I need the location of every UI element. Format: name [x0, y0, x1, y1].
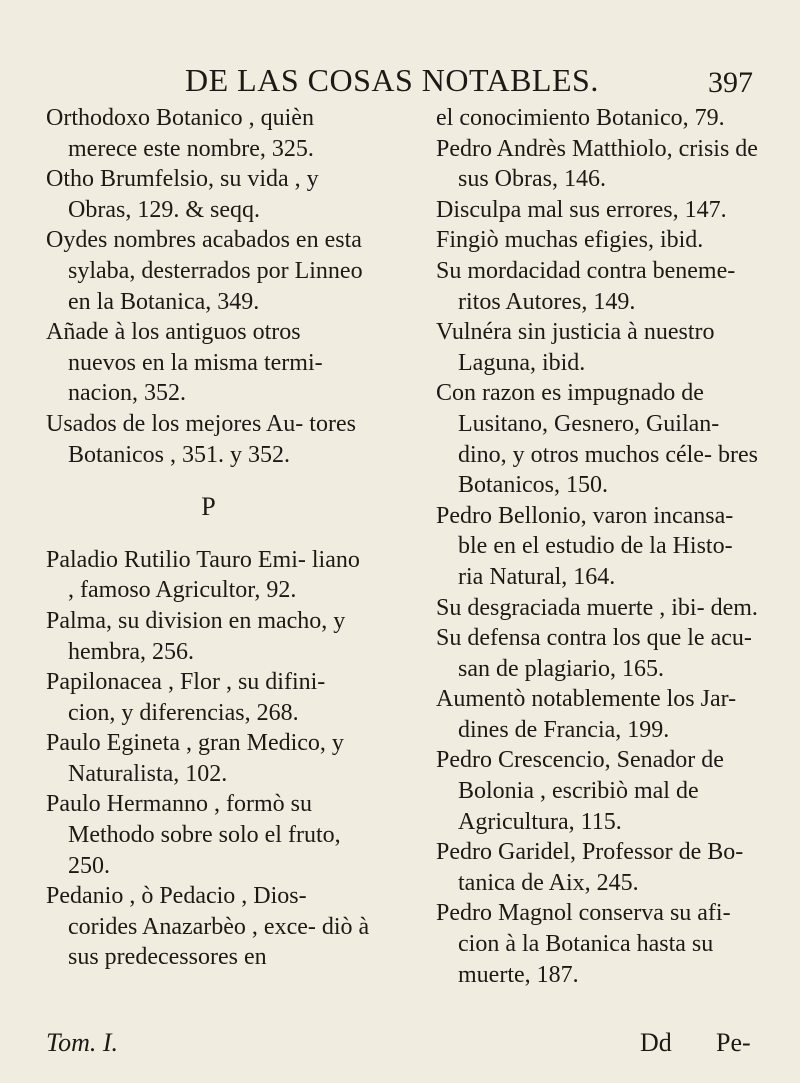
- index-entry: Palma, su division en macho, y hembra, 256.: [46, 607, 346, 665]
- index-entry: Su desgraciada muerte , ibi- dem.: [436, 594, 758, 621]
- index-entry: Con razon es impugnado de Lusitano, Gesnero, Guilan- dino, y otros muchos céle- bres Botanicos, 150.: [436, 380, 758, 499]
- index-entry: Pedro Andrès Matthiolo, crisis de sus Obras, 146.: [436, 135, 758, 193]
- signature-mark: Dd: [640, 1028, 672, 1057]
- section-letter: P: [201, 492, 216, 522]
- index-entry: Pedro Magnol conserva su afi- cion à la Botanica hasta su muerte, 187.: [436, 900, 731, 988]
- index-entry: Vulnéra sin justicia à nuestro Laguna, ibid.: [436, 319, 715, 376]
- index-entry: Pedanio , ò Pedacio , Dios- corides Anazarbèo , exce- diò à sus predecessores en: [46, 883, 370, 971]
- left-column: [46, 103, 371, 973]
- index-entry: Aumentò notablemente los Jar- dines de Francia, 199.: [436, 686, 737, 743]
- index-entry: Pedro Bellonio, varon incansa- ble en el estudio de la Histo- ria Natural, 164.: [436, 502, 734, 590]
- index-entry: Papilonacea , Flor , su difini- cion, y diferencias, 268.: [46, 669, 326, 726]
- index-entry: Usados de los mejores Au- tores Botanicos , 351. y 352.: [46, 410, 356, 468]
- page-number: 397: [708, 66, 753, 99]
- index-entry: Paulo Hermanno , formò su Methodo sobre solo el fruto, 250.: [46, 791, 341, 879]
- index-entry: Paladio Rutilio Tauro Emi- liano , famoso Agricultor, 92.: [46, 546, 360, 604]
- index-entry: el conocimiento Botanico, 79.: [436, 105, 725, 131]
- index-entry: Pedro Garidel, Professor de Bo- tanica de Aix, 245.: [436, 839, 744, 896]
- catchword: Pe-: [716, 1028, 751, 1057]
- index-entry: Orthodoxo Botanico , quièn merece este nombre, 325.: [46, 105, 314, 162]
- right-column: [436, 103, 761, 990]
- running-head: DE LAS COSAS NOTABLES.: [185, 62, 599, 98]
- page-footer: [0, 1028, 800, 1068]
- index-entry: Otho Brumfelsio, su vida , y Obras, 129. & seqq.: [46, 166, 319, 223]
- index-entry: Fingiò muchas efigies, ibid.: [436, 227, 704, 254]
- page-header: [0, 62, 800, 102]
- index-entry: Paulo Egineta , gran Medico, y Naturalista, 102.: [46, 730, 344, 787]
- index-entry: Pedro Crescencio, Senador de Bolonia , escribiò mal de Agricultura, 115.: [436, 747, 724, 835]
- volume-mark: Tom. I.: [46, 1028, 119, 1057]
- index-entry: Disculpa mal sus errores, 147.: [436, 196, 727, 223]
- index-entry: Oydes nombres acabados en esta sylaba, desterrados por Linneo en la Botanica, 349.: [46, 227, 363, 315]
- index-entry: Añade à los antiguos otros nuevos en la misma termi- nacion, 352.: [46, 319, 323, 407]
- index-entry: Su mordacidad contra beneme- ritos Autores, 149.: [436, 257, 736, 315]
- index-entry: Su defensa contra los que le acu- san de plagiario, 165.: [436, 625, 752, 682]
